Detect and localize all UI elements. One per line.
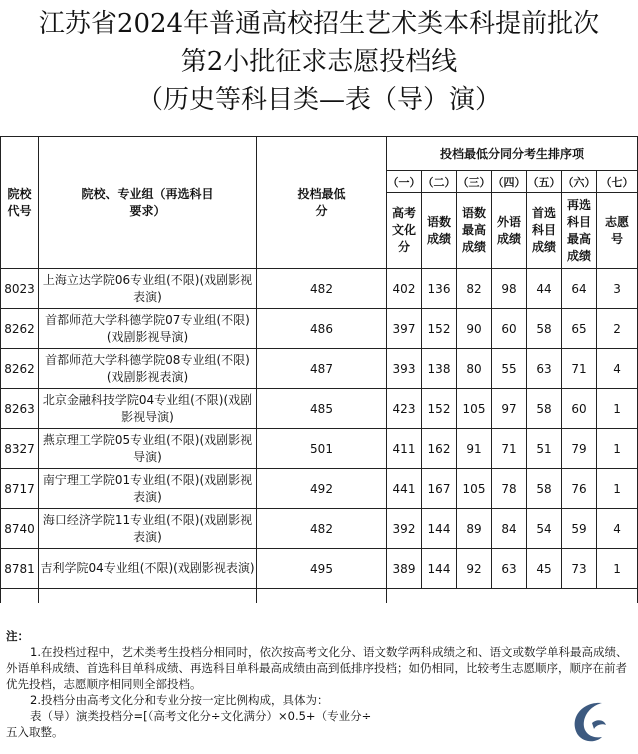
cell-min-score: 482: [257, 509, 387, 549]
cell-name: 上海立达学院06专业组(不限)(戏剧影视表演): [39, 269, 257, 309]
cell-rank-4: 63: [492, 549, 527, 589]
cell-rank-6: 79: [562, 429, 597, 469]
cell-code: 8740: [1, 509, 39, 549]
cell-rank-5: 54: [527, 509, 562, 549]
cell-rank-1: 411: [387, 429, 422, 469]
cell-rank-6: 64: [562, 269, 597, 309]
cell-rank-1: 423: [387, 389, 422, 429]
title-line-2: 第2小批征求志愿投档线: [180, 47, 458, 77]
cell-name: 海口经济学院11专业组(不限)(戏剧影视表演): [39, 509, 257, 549]
cell-rank-5: 63: [527, 349, 562, 389]
cell-code: 8023: [1, 269, 39, 309]
header-num-1: （一）: [387, 171, 422, 193]
cell-name: 吉利学院04专业组(不限)(戏剧影视表演): [39, 549, 257, 589]
header-code: 院校代号: [1, 137, 39, 269]
cell-rank-3: 105: [457, 469, 492, 509]
cell-name: 南宁理工学院01专业组(不限)(戏剧影视表演): [39, 469, 257, 509]
cell-rank-1: 441: [387, 469, 422, 509]
cell-rank-3: 82: [457, 269, 492, 309]
header-sub-5: 首选科目成绩: [527, 193, 562, 269]
table-row: [1, 509, 638, 549]
note-3: 表（导）演类投档分=[（高考文化分÷文化满分）×0.5+（专业分÷: [30, 709, 372, 723]
cell-rank-7: 1: [597, 549, 638, 589]
header-sub-2: 语数成绩: [422, 193, 457, 269]
header-sub-7: 志愿号: [597, 193, 638, 269]
table-row: [1, 269, 638, 309]
cell-rank-3: 80: [457, 349, 492, 389]
header-num-5: （五）: [527, 171, 562, 193]
cell-min-score: 485: [257, 389, 387, 429]
header-sub-6: 再选科目最高成绩: [562, 193, 597, 269]
cell-rank-7: 4: [597, 509, 638, 549]
admission-table: [0, 136, 638, 603]
cell-rank-4: 98: [492, 269, 527, 309]
cell-rank-1: 397: [387, 309, 422, 349]
header-rank-group: 投档最低分同分考生排序项: [387, 137, 638, 171]
table-row: [1, 309, 638, 349]
cell-rank-7: 3: [597, 269, 638, 309]
cell-rank-5: 58: [527, 309, 562, 349]
cell-code: 8262: [1, 309, 39, 349]
cell-code: 8717: [1, 469, 39, 509]
cell-rank-2: 152: [422, 389, 457, 429]
cell-rank-6: 71: [562, 349, 597, 389]
cell-min-score: 482: [257, 269, 387, 309]
cell-rank-2: 167: [422, 469, 457, 509]
header-num-3: （三）: [457, 171, 492, 193]
cell-name: 首都师范大学科德学院08专业组(不限)(戏剧影视表演): [39, 349, 257, 389]
cell-name: 燕京理工学院05专业组(不限)(戏剧影视导演): [39, 429, 257, 469]
cell-rank-5: 45: [527, 549, 562, 589]
cell-rank-4: 55: [492, 349, 527, 389]
cell-rank-1: 392: [387, 509, 422, 549]
table-row: [1, 469, 638, 509]
cell-rank-4: 78: [492, 469, 527, 509]
header-num-6: （六）: [562, 171, 597, 193]
cell-rank-2: 138: [422, 349, 457, 389]
cell-rank-4: 97: [492, 389, 527, 429]
note-2: 2.投档分由高考文化分和专业分按一定比例构成，具体为：: [30, 693, 329, 707]
cell-rank-4: 60: [492, 309, 527, 349]
cell-rank-7: 2: [597, 309, 638, 349]
cell-rank-5: 51: [527, 429, 562, 469]
note-4: 五入取整。: [6, 725, 64, 739]
header-name: 院校、专业组（再选科目要求）: [39, 137, 257, 269]
title-line-1: 江苏省2024年普通高校招生艺术类本科提前批次: [38, 9, 600, 39]
cell-rank-6: 60: [562, 389, 597, 429]
notes: [6, 628, 632, 740]
cell-rank-5: 58: [527, 389, 562, 429]
header-sub-4: 外语成绩: [492, 193, 527, 269]
header-num-4: （四）: [492, 171, 527, 193]
cell-rank-4: 84: [492, 509, 527, 549]
table-row: [1, 349, 638, 389]
header-sub-1: 高考文化分: [387, 193, 422, 269]
cell-rank-2: 144: [422, 549, 457, 589]
title-line-3: （历史等科目类—表（导）演）: [136, 85, 501, 115]
cell-rank-3: 89: [457, 509, 492, 549]
cell-rank-6: 76: [562, 469, 597, 509]
cell-rank-3: 90: [457, 309, 492, 349]
cell-code: 8781: [1, 549, 39, 589]
cell-rank-3: 91: [457, 429, 492, 469]
cell-rank-6: 73: [562, 549, 597, 589]
cell-code: 8263: [1, 389, 39, 429]
cell-code: 8327: [1, 429, 39, 469]
notes-heading: 注：: [6, 629, 29, 643]
cell-rank-6: 59: [562, 509, 597, 549]
cell-name: 首都师范大学科德学院07专业组(不限)(戏剧影视导演): [39, 309, 257, 349]
cell-min-score: 487: [257, 349, 387, 389]
header-min-score: 投档最低分: [257, 137, 387, 269]
cell-name: 北京金融科技学院04专业组(不限)(戏剧影视导演): [39, 389, 257, 429]
table-row: [1, 389, 638, 429]
cell-rank-6: 65: [562, 309, 597, 349]
cell-rank-4: 71: [492, 429, 527, 469]
cell-rank-1: 393: [387, 349, 422, 389]
cell-min-score: 492: [257, 469, 387, 509]
cell-rank-2: 152: [422, 309, 457, 349]
cell-rank-7: 1: [597, 469, 638, 509]
table-row: [1, 549, 638, 589]
cell-rank-7: 1: [597, 429, 638, 469]
cell-code: 8262: [1, 349, 39, 389]
table-row: [1, 429, 638, 469]
header-num-7: （七）: [597, 171, 638, 193]
cell-rank-7: 1: [597, 389, 638, 429]
cell-rank-2: 162: [422, 429, 457, 469]
cell-min-score: 495: [257, 549, 387, 589]
cell-rank-2: 136: [422, 269, 457, 309]
cell-rank-5: 44: [527, 269, 562, 309]
cell-min-score: 486: [257, 309, 387, 349]
cell-rank-3: 92: [457, 549, 492, 589]
note-1: 1.在投档过程中，艺术类考生投档分相同时，依次按高考文化分、语文数学两科成绩之和、语文或数学单科最高成绩、外语单科成绩、首选科目单科成绩、再选科目单科最高成绩由高到低排序投档；如仍相同，比较考生志愿顺序，顺序在前者优先投档，志愿顺序相同则全部投档。: [6, 645, 628, 691]
cell-rank-1: 389: [387, 549, 422, 589]
header-sub-3: 语数最高成绩: [457, 193, 492, 269]
cell-rank-2: 144: [422, 509, 457, 549]
cell-rank-1: 402: [387, 269, 422, 309]
cell-min-score: 501: [257, 429, 387, 469]
cell-rank-7: 4: [597, 349, 638, 389]
cell-rank-5: 58: [527, 469, 562, 509]
header-num-2: （二）: [422, 171, 457, 193]
watermark-logo-icon: [562, 693, 618, 749]
cell-rank-3: 105: [457, 389, 492, 429]
